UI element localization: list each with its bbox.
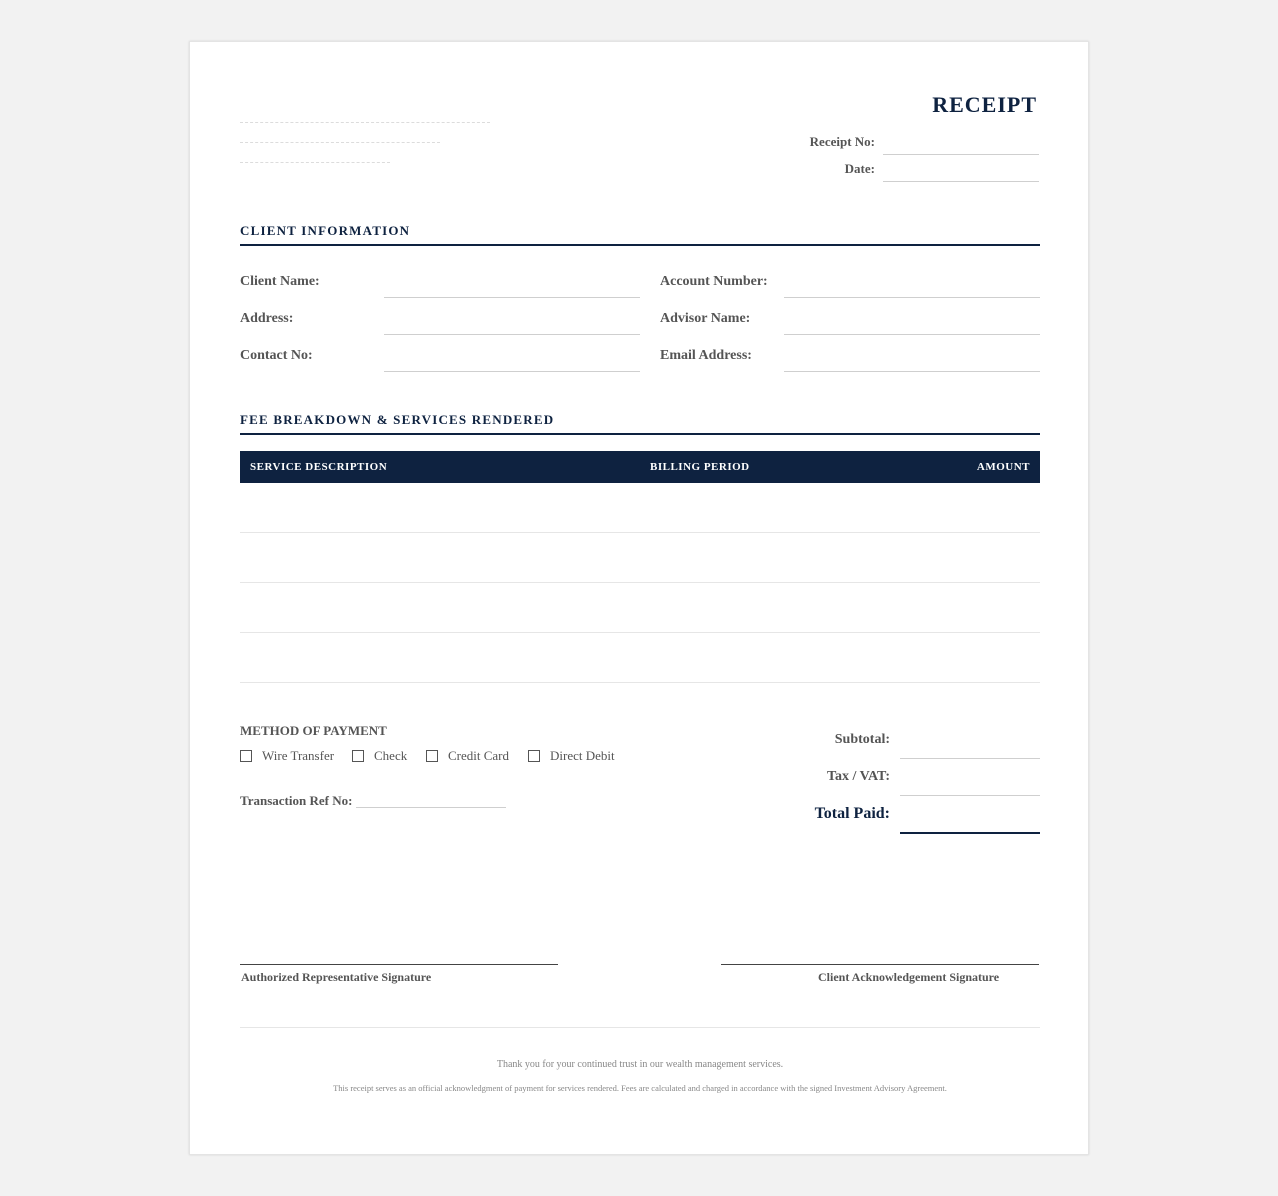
total-paid-label: Total Paid: <box>814 805 890 822</box>
payment-option-direct-debit[interactable] <box>528 748 615 764</box>
representative-signature-label: Authorized Representative Signature <box>241 970 432 984</box>
representative-signature-line[interactable] <box>240 964 558 965</box>
payment-option-credit-card[interactable] <box>426 748 509 764</box>
receipt-no-field[interactable] <box>883 154 1039 155</box>
subtotal-field[interactable] <box>900 758 1040 759</box>
logo-placeholder-line-1 <box>240 122 490 123</box>
logo-placeholder-line-2 <box>240 142 440 143</box>
credit-card-checkbox[interactable] <box>426 750 438 762</box>
logo-placeholder-line-3 <box>240 162 390 163</box>
column-amount: AMOUNT <box>976 461 1030 473</box>
tax-vat-label: Tax / VAT: <box>826 769 890 784</box>
column-service-description: SERVICE DESCRIPTION <box>250 461 388 473</box>
payment-option-wire-transfer[interactable] <box>240 748 334 764</box>
contact-no-label: Contact No: <box>240 348 313 363</box>
receipt-page <box>189 41 1089 1155</box>
receipt-no-label: Receipt No: <box>809 134 875 149</box>
client-name-label: Client Name: <box>240 274 320 289</box>
client-info-rule <box>240 244 1040 246</box>
email-address-field[interactable] <box>784 371 1040 372</box>
fee-table-row[interactable] <box>240 533 1040 583</box>
footer-disclaimer: This receipt serves as an official acknowledgment of payment for services rendered. Fees are calculated and charged in accordance with the signed Investment Advisory Agreement. <box>333 1083 947 1093</box>
subtotal-label: Subtotal: <box>834 732 890 747</box>
fee-table-row[interactable] <box>240 483 1040 533</box>
fee-breakdown-rule <box>240 433 1040 435</box>
account-number-field[interactable] <box>784 297 1040 298</box>
footer-thanks: Thank you for your continued trust in our wealth management services. <box>496 1059 784 1070</box>
advisor-name-field[interactable] <box>784 334 1040 335</box>
advisor-name-label: Advisor Name: <box>660 311 751 326</box>
address-field[interactable] <box>384 334 640 335</box>
client-signature-line[interactable] <box>721 964 1039 965</box>
wire-transfer-checkbox[interactable] <box>240 750 252 762</box>
account-number-label: Account Number: <box>660 274 768 289</box>
column-billing-period: BILLING PERIOD <box>650 461 750 473</box>
check-label: Check <box>374 748 408 763</box>
check-checkbox[interactable] <box>352 750 364 762</box>
transaction-ref-label: Transaction Ref No: <box>240 793 353 808</box>
fee-table-header <box>240 451 1040 483</box>
fee-table-row[interactable] <box>240 583 1040 633</box>
receipt-title: RECEIPT <box>932 92 1037 117</box>
email-address-label: Email Address: <box>660 348 752 363</box>
credit-card-label: Credit Card <box>448 748 510 763</box>
payment-option-check[interactable] <box>352 748 407 764</box>
direct-debit-checkbox[interactable] <box>528 750 540 762</box>
total-paid-field[interactable] <box>900 832 1040 834</box>
transaction-ref-field[interactable] <box>356 807 506 808</box>
direct-debit-label: Direct Debit <box>550 748 615 763</box>
client-signature-label: Client Acknowledgement Signature <box>818 970 1000 984</box>
contact-no-field[interactable] <box>384 371 640 372</box>
footer-divider <box>240 1027 1040 1028</box>
date-field[interactable] <box>883 181 1039 182</box>
tax-vat-field[interactable] <box>900 795 1040 796</box>
date-label: Date: <box>844 161 875 176</box>
address-label: Address: <box>240 311 294 326</box>
client-name-field[interactable] <box>384 297 640 298</box>
wire-transfer-label: Wire Transfer <box>262 748 335 763</box>
fee-breakdown-heading: FEE BREAKDOWN & SERVICES RENDERED <box>240 412 555 427</box>
payment-method-heading: METHOD OF PAYMENT <box>240 723 387 738</box>
fee-table-row[interactable] <box>240 633 1040 683</box>
client-info-heading: CLIENT INFORMATION <box>240 223 411 238</box>
